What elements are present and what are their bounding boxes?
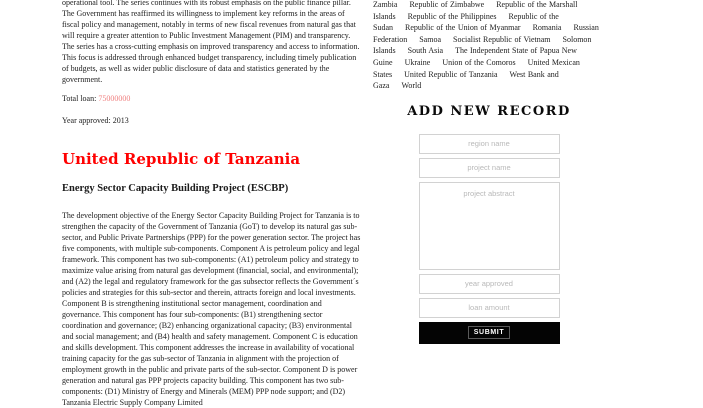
country-link[interactable]: Samoa <box>419 34 441 44</box>
loan-amount-input[interactable] <box>419 298 560 318</box>
add-record-form <box>419 134 560 344</box>
country-filter-list <box>373 0 605 92</box>
country-link[interactable]: Socialist Republic of Vietnam <box>453 34 551 44</box>
country-link[interactable]: Solomon Islands <box>373 34 592 56</box>
country-link[interactable]: West Bank and Gaza <box>373 69 559 91</box>
project-abstract-textarea[interactable] <box>419 182 560 270</box>
submit-button-label: SUBMIT <box>468 326 510 339</box>
country-link[interactable]: Ukraine <box>404 57 431 67</box>
country-link[interactable]: Union of the Comoros <box>442 57 516 67</box>
region-name-input[interactable] <box>419 134 560 154</box>
total-loan-label: Total loan: <box>62 94 99 103</box>
project-abstract-paragraph: The development objective of the Energy Sector Capacity Building Project for Tanzania is to strengthen the capacity of the Government of Tanzania (GoT) to develop its natural gas sub-sector, and Public Private Partnerships (PPP) for the power generation sector. The project has five components, with multiple sub-components. Component A is petroleum policy and legal framework. This component has two sub-components: (A1) petroleum policy and strategy to maximize value arising from natural gas development (financial, social, and environmental); and (A2) the legal and regulatory framework for the gas subsector reflects the Government´s policies and strategies for this sub-sector and therein, attracts foreign and local investments. Component B is strengthening institutional sector management, coordination and governance. This component has four sub-components: (B1) strengthening sector coordination and governance; (B2) enhancing organizational capacity; (B3) environmental and social management; and (B4) health and safety management. Component C is education and skills development. This component addresses the increase in availability of vocational training capacity for the gas sub-sector of Tanzania in alignment with the projection of employment growth in the public and private parts of the sub-sector. Component D is power generation and natural gas PPP projects capacity building. This component has two sub-components: (D1) Ministry of Energy and Minerals (MEM) PPP node support; and (D2) Tanzania Electric Supply Company Limited <box>62 211 361 407</box>
country-link[interactable]: Russian Federation <box>373 23 599 44</box>
year-approved-input[interactable] <box>419 274 560 294</box>
article-column <box>62 0 361 408</box>
country-link[interactable]: Romania <box>532 23 562 33</box>
total-loan-line <box>62 93 361 104</box>
project-name-input[interactable] <box>419 158 560 178</box>
submit-button[interactable] <box>419 322 560 344</box>
country-link[interactable]: United Republic of Tanzania <box>404 69 498 79</box>
country-link[interactable]: Republic of the Philippines <box>407 11 497 21</box>
total-loan-value: 75000000 <box>98 94 131 103</box>
country-link[interactable]: The Independent State of Papua New Guine <box>373 46 577 67</box>
article-excerpt-paragraph: operational tool. The series continues with its robust emphasis on the public finance pillar. The Government has reaffirmed its willingness to implement key reforms in the areas of fiscal policy and management, notably in terms of new fiscal revenues from natural gas that will require a greater attention to Public Investment Management (PIM) and transparency. The series has a cross-cutting emphasis on improved transparency and access to information. This focus is addressed through enhanced budget transparency, including timely publication of budgets, as well as wider public disclosure of data and statistics generated by the government. <box>62 0 360 84</box>
year-approved-line <box>62 115 361 126</box>
year-approved-label: Year approved: <box>62 116 113 125</box>
year-approved-value: 2013 <box>112 116 129 125</box>
project-title-heading: Energy Sector Capacity Building Project (ESCBP) <box>62 183 289 194</box>
country-link[interactable]: Republic of the Sudan <box>373 11 559 33</box>
country-link[interactable]: Republic of the Union of Myanmar <box>405 23 521 33</box>
country-link[interactable]: World <box>401 81 422 91</box>
country-link[interactable]: United Mexican States <box>373 57 580 79</box>
sidebar-column <box>373 0 605 344</box>
country-heading: United Republic of Tanzania <box>62 150 301 168</box>
country-link[interactable]: South Asia <box>407 46 444 56</box>
country-link[interactable]: Zambia <box>373 0 398 9</box>
country-link[interactable]: Republic of Zimbabwe <box>409 0 485 9</box>
add-record-heading: ADD NEW RECORD <box>407 103 571 119</box>
country-link[interactable]: Republic of the Marshall Islands <box>373 0 578 21</box>
